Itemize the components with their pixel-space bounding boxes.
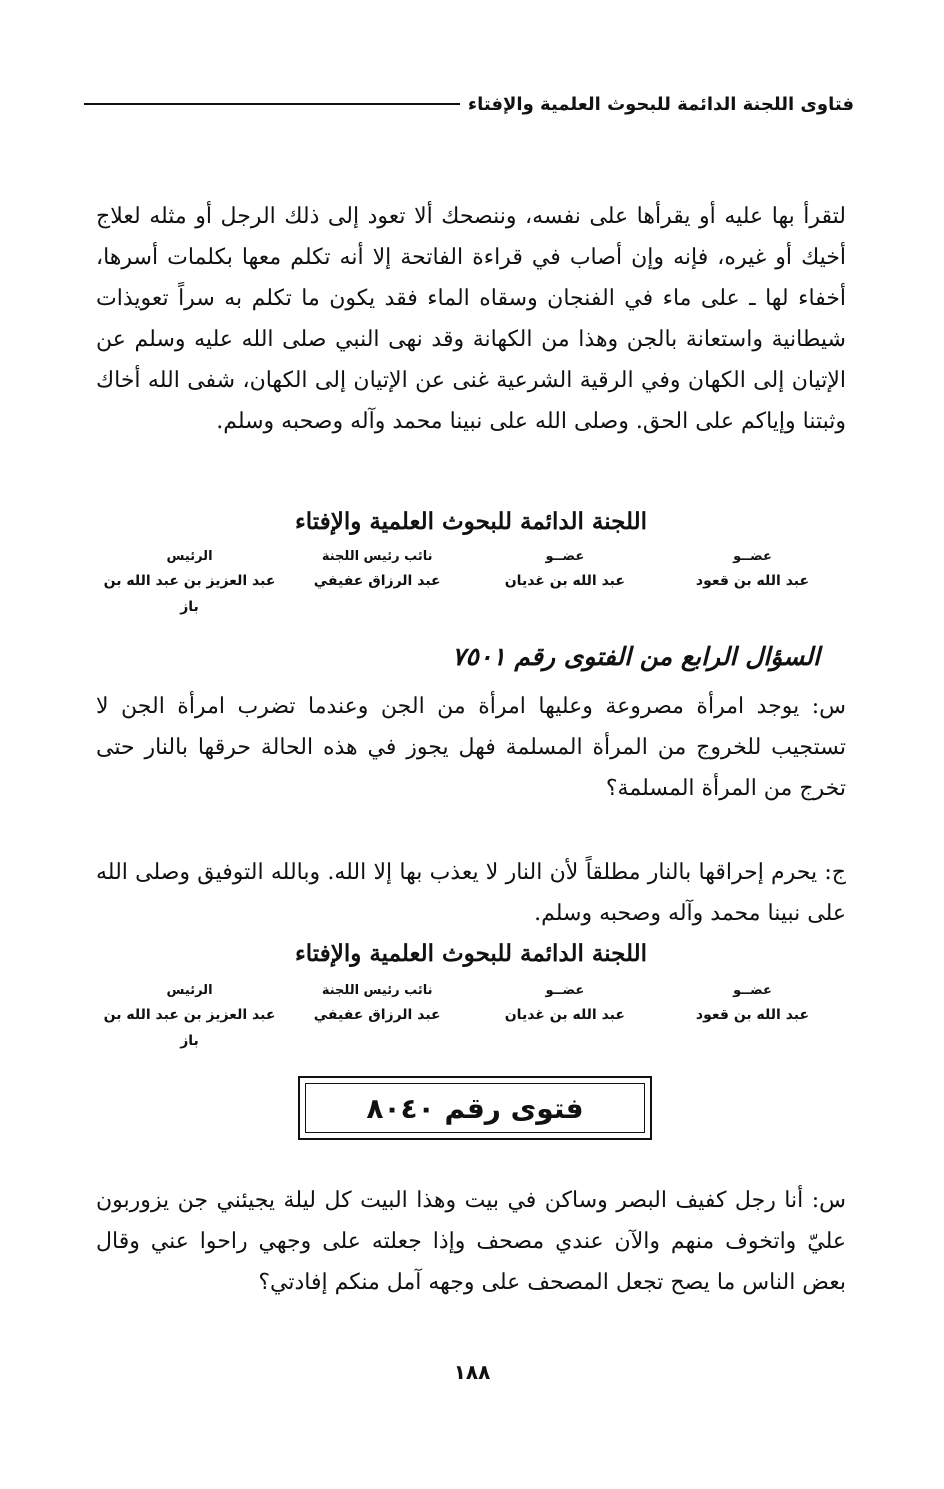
role-chairman: الرئيس: [166, 549, 213, 564]
role-member: عضــو: [545, 549, 585, 564]
fatwa-number-label: فتوى رقم ٨٠٤٠: [366, 1091, 584, 1125]
role-chairman: الرئيس: [166, 983, 213, 998]
question-paragraph: س: يوجد امرأة مصروعة وعليها امرأة من الجن وعندما تضرب امرأة الجن لا تستجيب للخروج من المرأة المسلمة فهل يجوز في هذه الحالة حرقها بالنار حتى تخرج من المرأة المسلمة؟: [96, 694, 846, 801]
section-heading: السؤال الرابع من الفتوى رقم ٧٥٠١: [451, 642, 820, 671]
signatory-name: عبد العزيز بن عبد الله بن باز: [103, 573, 276, 615]
answer-paragraph: لتقرأ بها عليه أو يقرأها على نفسه، وننصحك ألا تعود إلى ذلك الرجل أو مثله لعلاج أخيك أو غيره، فإنه وإن أصاب في قراءة الفاتحة إلا أنه تكلم معها بكلمات أسرها، أخفاء لها ـ على ماء في الفنجان وسقاه الماء فقد يكون ما تكلم به سراً تعويذات شيطانية واستعانة بالجن وهذا من الكهانة وقد نهى النبي صلى الله عليه وسلم عن الإتيان إلى الكهان وفي الرقية الشرعية غنى عن الإتيان إلى الكهان، شفى الله أخاك وثبتنا وإياكم على الحق. وصلى الله على نبينا محمد وآله وصحبه وسلم.: [96, 204, 846, 434]
signatory-name: عبد الله بن قعود: [695, 573, 810, 589]
role-vice-chairman: نائب رئيس اللجنة: [321, 549, 433, 564]
role-member: عضــو: [733, 549, 772, 564]
signature-table: [96, 546, 846, 615]
signatory-name: عبد العزيز بن عبد الله بن باز: [103, 1007, 276, 1049]
signatory-name: عبد الله بن غديان: [504, 1007, 625, 1023]
answer-paragraph: ج: يحرم إحراقها بالنار مطلقاً لأن النار لا يعذب بها إلا الله. وبالله التوفيق وصلى الله على نبينا محمد وآله وصحبه وسلم.: [96, 860, 846, 926]
role-vice-chairman: نائب رئيس اللجنة: [321, 983, 433, 998]
role-member: عضــو: [733, 983, 772, 998]
committee-name: اللجنة الدائمة للبحوث العلمية والإفتاء: [294, 508, 648, 535]
running-header: [84, 86, 854, 122]
role-member: عضــو: [545, 983, 585, 998]
page-number: ١٨٨: [453, 1360, 491, 1384]
signature-table: [96, 980, 846, 1049]
signatory-name: عبد الله بن قعود: [695, 1007, 810, 1023]
signatory-name: عبد الله بن غديان: [504, 573, 625, 589]
question-paragraph: س: أنا رجل كفيف البصر وساكن في بيت وهذا البيت كل ليلة يجيئني جن يزوربون عليّ واتخوف منهم والآن عندي مصحف وإذا جعلته على وجهي راحوا عني وقال بعض الناس ما يصح تجعل المصحف على وجهه آمل منكم إفادتي؟: [96, 1188, 846, 1295]
running-title: فتاوى اللجنة الدائمة للبحوث العلمية والإفتاء: [467, 93, 854, 115]
signatory-name: عبد الرزاق عفيفي: [313, 573, 441, 589]
signatory-name: عبد الرزاق عفيفي: [313, 1007, 441, 1023]
header-rule: [84, 103, 460, 105]
committee-name: اللجنة الدائمة للبحوث العلمية والإفتاء: [294, 940, 648, 967]
fatwa-number-box: [298, 1076, 652, 1140]
